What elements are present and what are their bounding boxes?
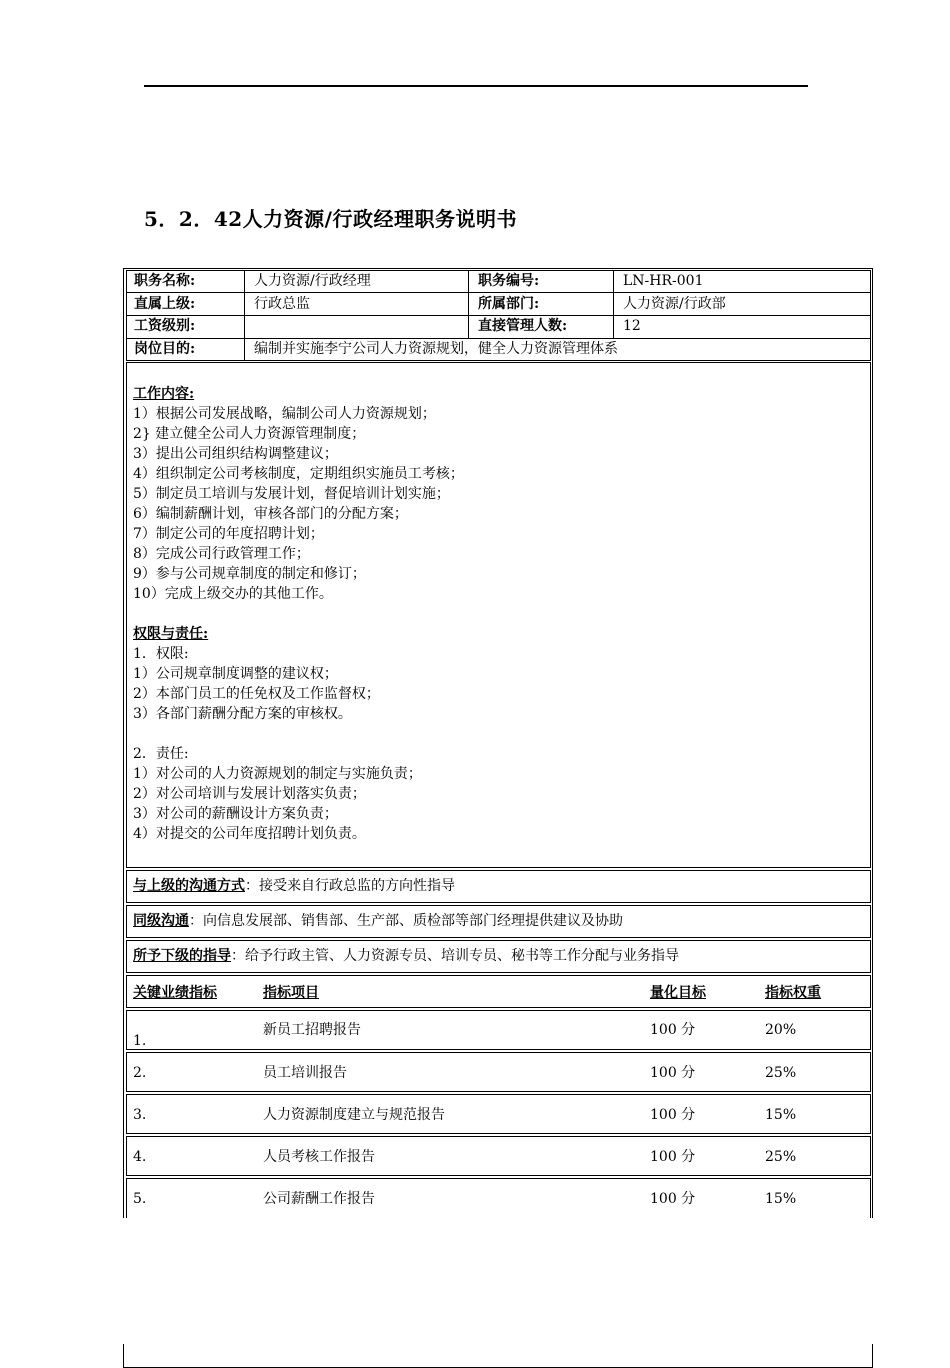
rights-item: 2）本部门员工的任免权及工作监督权； [133, 686, 380, 702]
rights-item: 1）公司规章制度调整的建议权； [133, 666, 338, 682]
work-item: 3）提出公司组织结构调整建议； [133, 446, 338, 462]
kpi-no: 3. [133, 1107, 147, 1123]
supervisor-label: 直属上级: [134, 296, 196, 312]
job-title-label: 职务名称: [134, 273, 196, 289]
kpi-target: 100 分 [650, 1107, 696, 1123]
duty-item: 3）对公司的薪酬设计方案负责； [133, 806, 338, 822]
kpi-weight: 20% [765, 1022, 797, 1038]
duty-item: 4）对提交的公司年度招聘计划负责。 [133, 826, 366, 842]
kpi-item: 新员工招聘报告 [263, 1022, 361, 1038]
work-item: 5）制定员工培训与发展计划，督促培训计划实施； [133, 486, 450, 502]
upper-communication: 与上级的沟通方式：接受来自行政总监的方向性指导 [133, 878, 455, 894]
duty-item: 2）对公司培训与发展计划落实负责； [133, 786, 366, 802]
kpi-item: 人力资源制度建立与规范报告 [263, 1107, 445, 1123]
kpi-header-weight: 指标权重 [765, 985, 821, 1001]
kpi-weight: 15% [765, 1191, 797, 1207]
work-item: 8）完成公司行政管理工作； [133, 546, 310, 562]
job-code-label: 职务编号: [478, 273, 540, 289]
work-item: 7）制定公司的年度招聘计划； [133, 526, 324, 542]
peer-communication: 同级沟通：向信息发展部、销售部、生产部、质检部等部门经理提供建议及协助 [133, 913, 623, 929]
kpi-weight: 25% [765, 1065, 797, 1081]
work-item: 1）根据公司发展战略，编制公司人力资源规划； [133, 406, 436, 422]
kpi-row [126, 1178, 871, 1218]
kpi-header-indicator: 关键业绩指标 [133, 985, 217, 1001]
department-label: 所属部门: [478, 296, 540, 312]
kpi-no: 5. [133, 1191, 147, 1207]
kpi-header-box [126, 975, 871, 1008]
work-heading: 工作内容: [133, 386, 195, 402]
kpi-weight: 15% [765, 1107, 797, 1123]
work-item: 6）编制薪酬计划，审核各部门的分配方案； [133, 506, 408, 522]
kpi-row [126, 1136, 871, 1176]
duties-content [133, 384, 853, 844]
kpi-row [126, 1010, 871, 1050]
rights-item: 3）各部门薪酬分配方案的审核权。 [133, 706, 352, 722]
rights-title: 1．权限: [133, 646, 189, 662]
purpose-label: 岗位目的: [134, 341, 196, 357]
kpi-no: 1. [133, 1033, 147, 1049]
kpi-header-item: 指标项目 [263, 985, 319, 1001]
kpi-item: 公司薪酬工作报告 [263, 1191, 375, 1207]
work-item: 2} 建立健全公司人力资源管理制度； [133, 426, 366, 442]
kpi-no: 2. [133, 1065, 147, 1081]
kpi-row [126, 1052, 871, 1092]
purpose-value: 编制并实施李宁公司人力资源规划，健全人力资源管理体系 [254, 341, 618, 357]
direct-reports-label: 直接管理人数: [478, 318, 568, 334]
kpi-item: 人员考核工作报告 [263, 1149, 375, 1165]
job-title-value: 人力资源/行政经理 [254, 273, 371, 289]
job-code-value: LN-HR-001 [623, 273, 704, 289]
lower-guidance: 所予下级的指导：给予行政主管、人力资源专员、培训专员、秘书等工作分配与业务指导 [133, 948, 679, 964]
work-item: 10）完成上级交办的其他工作。 [133, 586, 333, 602]
kpi-weight: 25% [765, 1149, 797, 1165]
kpi-target: 100 分 [650, 1022, 696, 1038]
kpi-no: 4. [133, 1149, 147, 1165]
supervisor-value: 行政总监 [254, 296, 310, 312]
work-item: 4）组织制定公司考核制度，定期组织实施员工考核； [133, 466, 464, 482]
kpi-target: 100 分 [650, 1149, 696, 1165]
work-item: 9）参与公司规章制度的制定和修订； [133, 566, 366, 582]
direct-reports-value: 12 [623, 318, 641, 334]
kpi-target: 100 分 [650, 1191, 696, 1207]
kpi-row [126, 1094, 871, 1134]
header-rule [144, 85, 808, 87]
document-title: 5．2．42人力资源/行政经理职务说明书 [144, 207, 517, 231]
duty-item: 1）对公司的人力资源规划的制定与实施负责； [133, 766, 422, 782]
duties-title: 2．责任: [133, 746, 189, 762]
salary-grade-label: 工资级别: [134, 318, 196, 334]
department-value: 人力资源/行政部 [623, 296, 726, 312]
kpi-header-target: 量化目标 [650, 985, 706, 1001]
authority-heading: 权限与责任: [133, 626, 209, 642]
kpi-target: 100 分 [650, 1065, 696, 1081]
kpi-item: 员工培训报告 [263, 1065, 347, 1081]
